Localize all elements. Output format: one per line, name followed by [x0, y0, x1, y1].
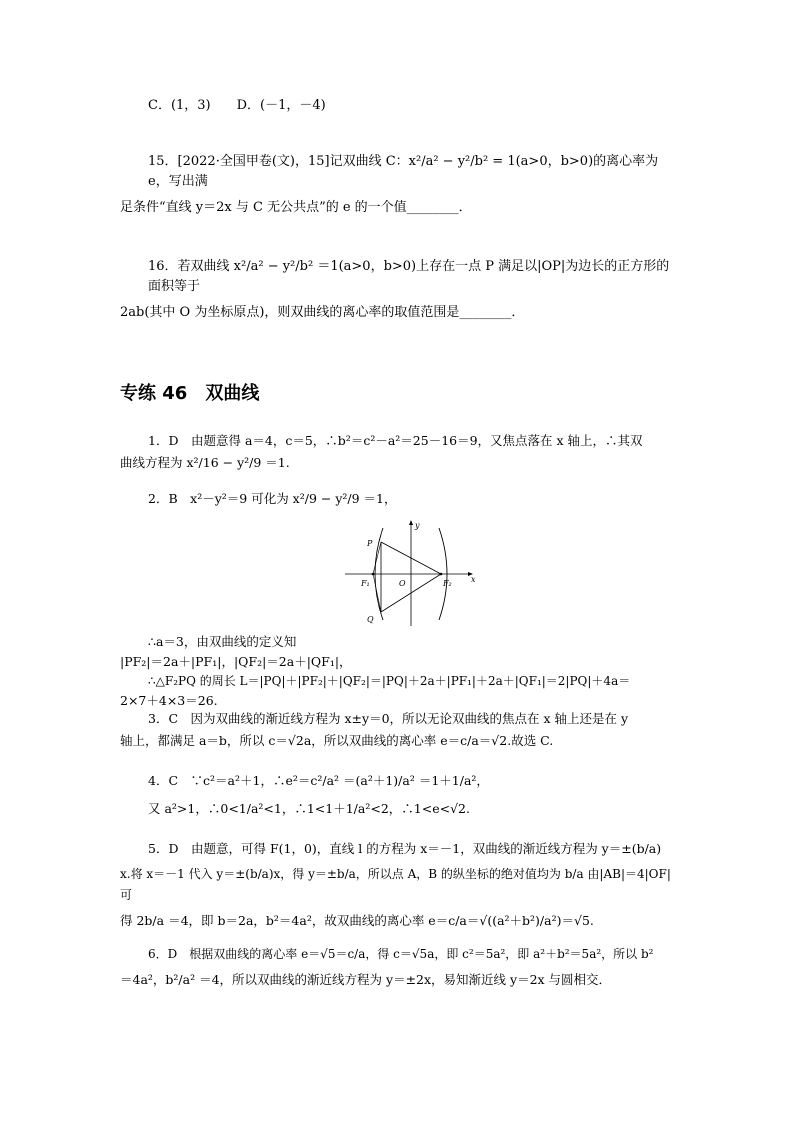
answer-2-head — [120, 488, 680, 510]
a6-line-2: ＝4a²，b²/a² ＝4，所以双曲线的渐近线方程为 y＝±2x，易知渐近线 y＝2x 与圆相交． — [120, 972, 612, 987]
answer-2-body — [120, 632, 680, 711]
hyperbola-figure — [345, 516, 477, 628]
answer-1 — [120, 430, 680, 474]
a5-line-3: 得 2b/a ＝4，即 b＝2a，b²＝4a²，故双曲线的离心率 e＝c/a＝√((a²＋b²)/a²)＝√5. — [120, 912, 594, 928]
q15-line-1: 15．[2022·全国甲卷(文)，15]记双曲线 C：x²/a² − y²/b² = 1(a>0，b>0)的离心率为 e，写出满 — [148, 154, 659, 190]
a1-line-2: 曲线方程为 x²/16 − y²/9 ＝1. — [120, 454, 290, 470]
label-Q: Q — [367, 615, 374, 624]
question-16 — [120, 257, 680, 323]
answer-6 — [120, 944, 680, 991]
label-x: x — [471, 575, 476, 584]
label-y: y — [415, 521, 420, 530]
label-F1: F₁ — [361, 579, 370, 588]
q16-line-2: 2ab(其中 O 为坐标原点)，则双曲线的离心率的取值范围是________． — [120, 305, 525, 321]
focus-F2-dot — [440, 573, 443, 576]
a4-line-2: 又 a²>1，∴0<1/a²<1，∴1<1＋1/a²<2，∴1<e<√2. — [148, 800, 470, 816]
q16-line-1: 16．若双曲线 x²/a² − y²/b² ＝1(a>0，b>0)上存在一点 P 满足以|OP|为边长的正方形的面积等于 — [148, 259, 670, 295]
a2-line-2: ∴a＝3，由双曲线的定义知 — [148, 634, 297, 649]
label-P: P — [367, 539, 373, 548]
a2-line-5: 2×7＋4×3＝26. — [120, 693, 218, 709]
question-15 — [120, 152, 680, 218]
q15-line-2: 足条件“直线 y＝2x 与 C 无公共点”的 e 的一个值________． — [120, 200, 472, 216]
a3-line-2: 轴上，都满足 a＝b，所以 c＝√2a，所以双曲线的离心率 e＝c/a＝√2.故选 C. — [120, 732, 554, 748]
section-title — [120, 380, 680, 408]
a2-line-1: 2．B x²－y²＝9 可化为 x²/9 − y²/9 ＝1， — [148, 491, 397, 506]
a5-line-1: 5．D 由题意，可得 F(1，0)，直线 l 的方程为 x＝－1，双曲线的渐近线方程为 y＝±(b/a) — [148, 841, 662, 856]
label-O: O — [399, 579, 406, 588]
focus-F1-dot — [372, 573, 375, 576]
a1-line-1: 1．D 由题意得 a＝4，c＝5，∴b²＝c²－a²＝25－16＝9，又焦点落在 x 轴上，∴其双 — [148, 433, 643, 448]
a4-line-1: 4．C ∵c²＝a²＋1，∴e²＝c²/a² ＝(a²＋1)/a² ＝1＋1/a²， — [148, 773, 489, 788]
a2-line-4: ∴△F₂PQ 的周长 L＝|PQ|＋|PF₂|＋|QF₂|＝|PQ|＋2a＋|PF₁|＋2a＋|QF₁|＝2|PQ|＋4a＝ — [148, 674, 631, 688]
answer-4 — [120, 770, 680, 820]
answer-5 — [120, 838, 680, 932]
a6-line-1: 6．D 根据双曲线的离心率 e＝√5＝c/a，得 c＝√5a，即 c²＝5a²，即 a²＋b²＝5a²，所以 b² — [148, 947, 654, 961]
question-14-options — [120, 96, 680, 116]
segment-PF1 — [373, 542, 381, 574]
a2-line-3: |PF₂|＝2a＋|PF₁|，|QF₂|＝2a＋|QF₁|， — [120, 654, 352, 669]
a3-line-1: 3．C 因为双曲线的渐近线方程为 x±y＝0，所以无论双曲线的焦点在 x 轴上还是在 y — [148, 711, 629, 726]
options-line: C．(1，3) D．(－1，－4) — [148, 98, 326, 113]
y-axis-arrow — [409, 520, 413, 525]
answer-3 — [120, 708, 680, 752]
label-F2: F₂ — [443, 579, 452, 588]
segment-QF1 — [373, 574, 381, 612]
section-title-text: 专练 46 双曲线 — [120, 383, 260, 404]
a5-line-2: x.将 x＝－1 代入 y＝±(b/a)x，得 y＝±b/a，所以点 A，B 的纵坐标的绝对值均为 b/a 由|AB|＝4|OF|可 — [120, 866, 671, 902]
